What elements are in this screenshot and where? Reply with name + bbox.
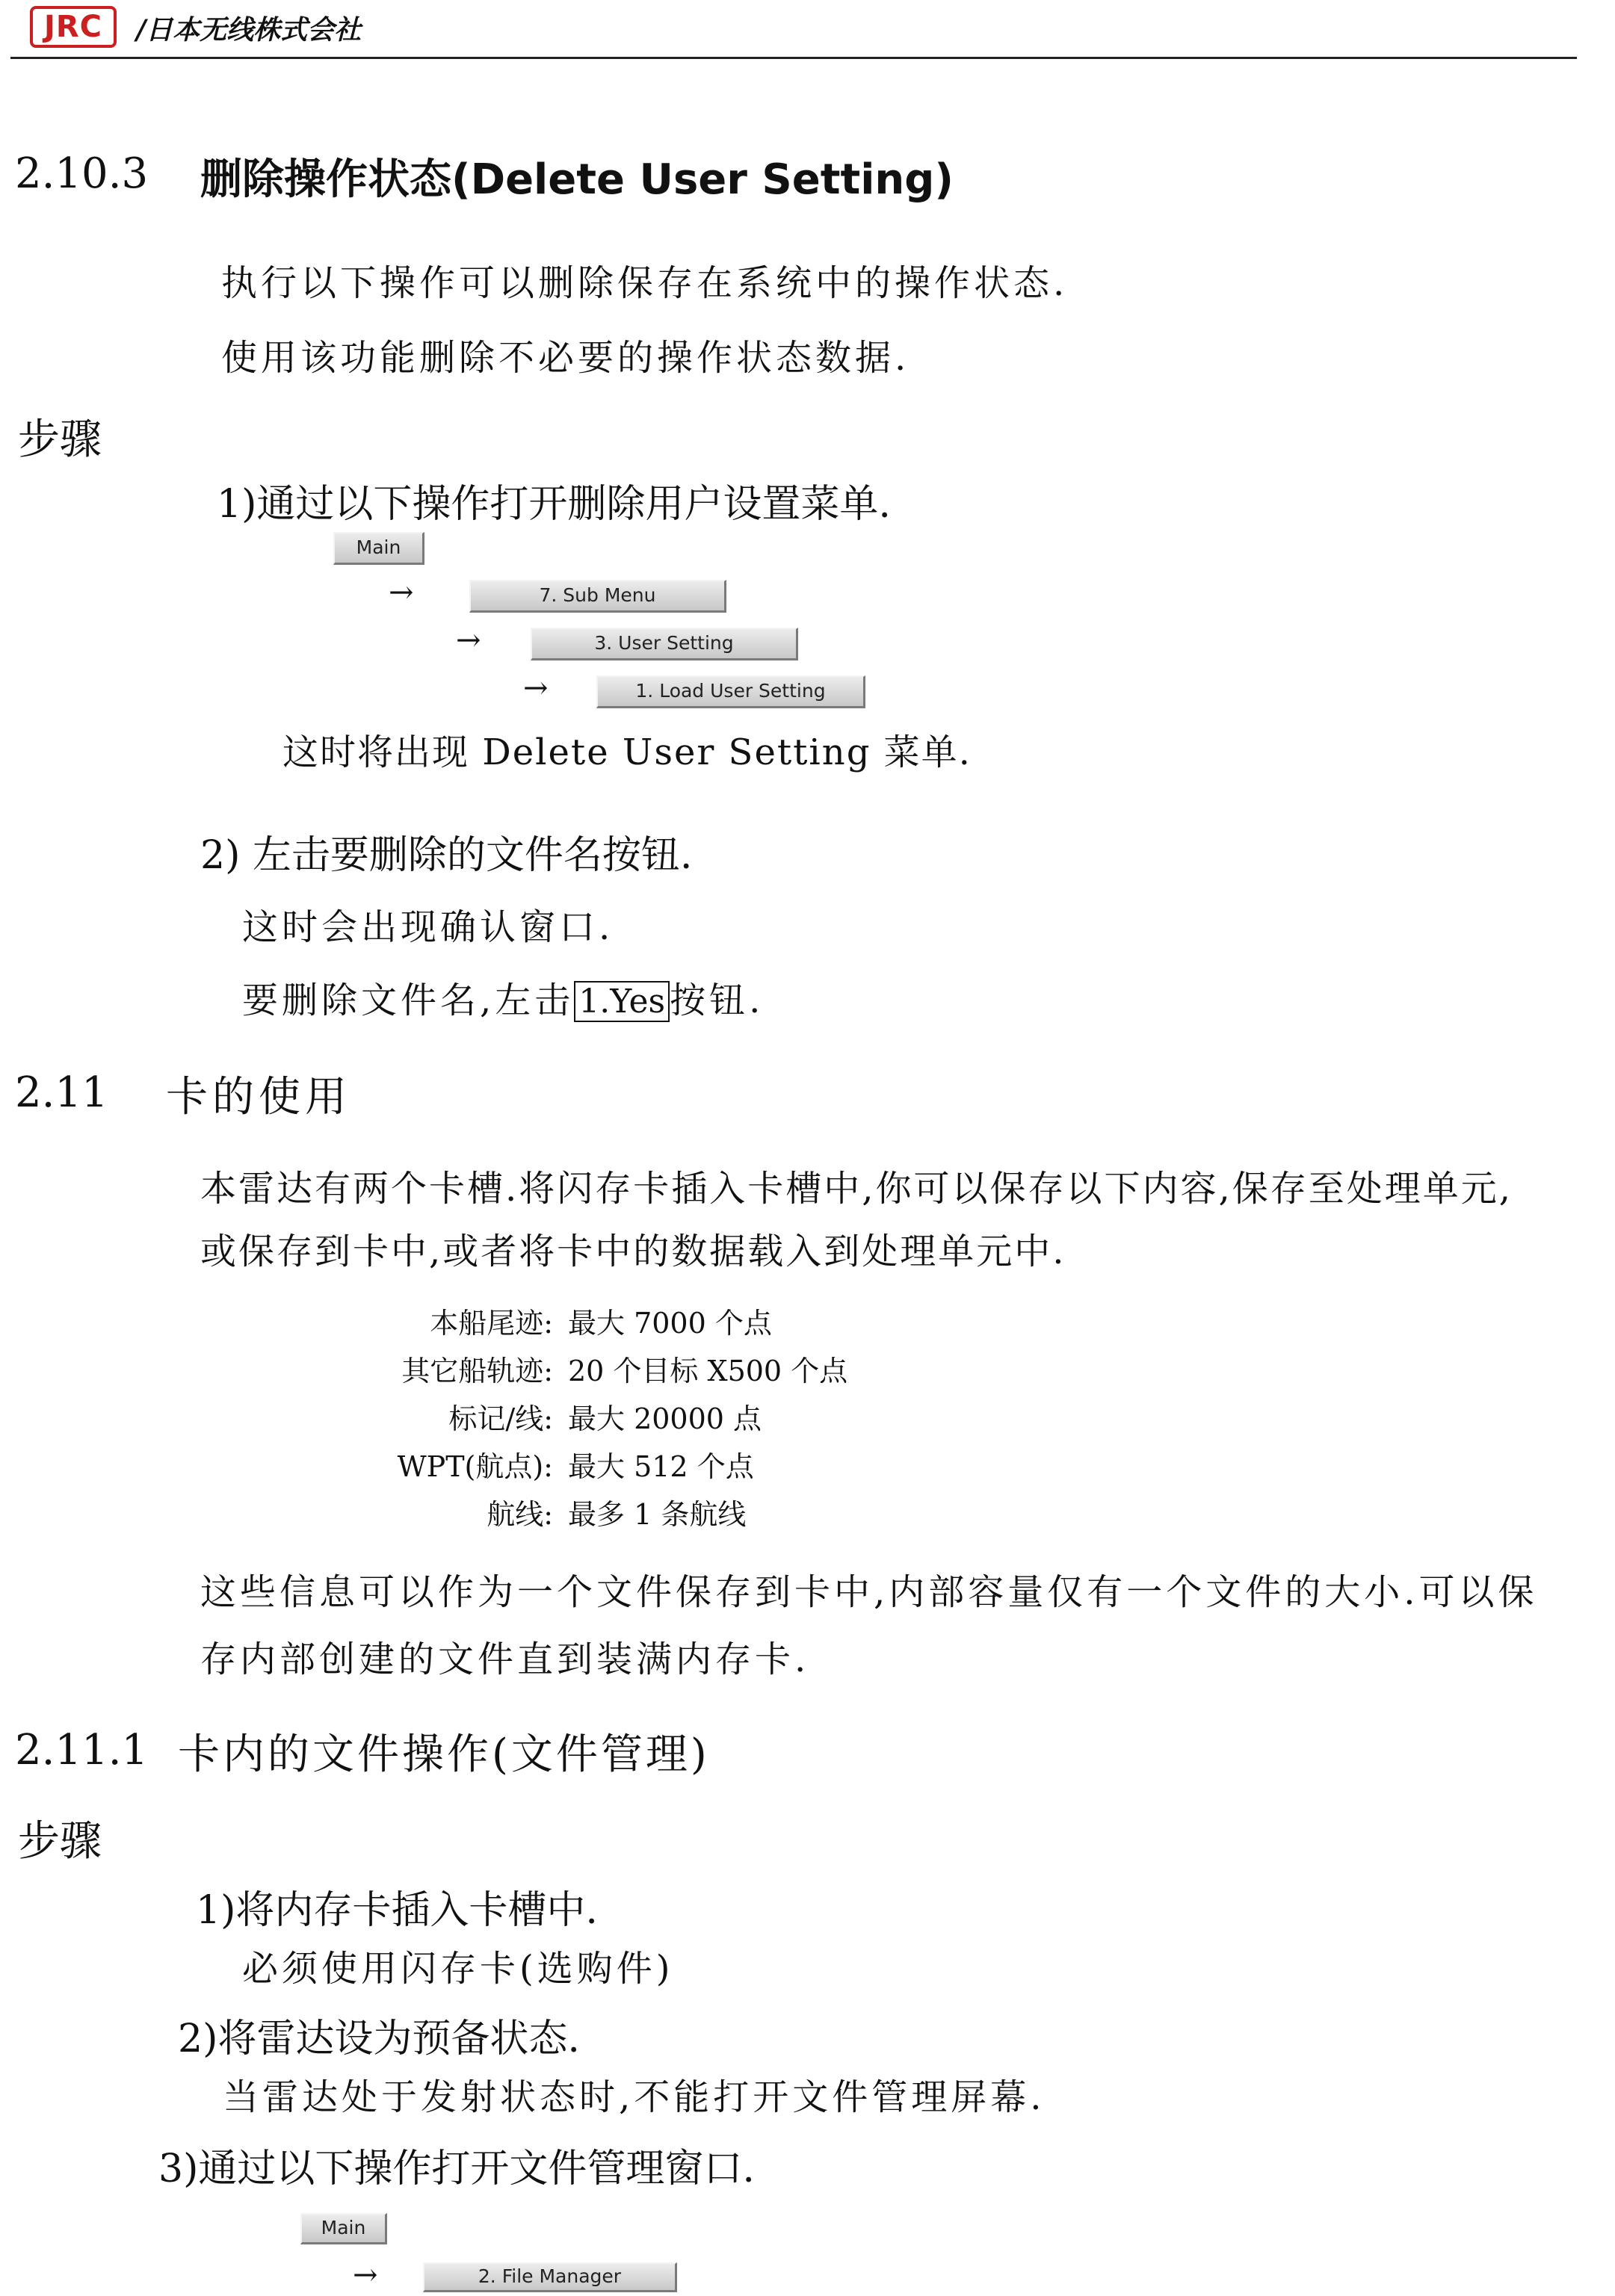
step-2-note-2-suffix: 按钮.: [670, 980, 765, 1021]
file-manager-button[interactable]: 2. File Manager: [423, 2262, 677, 2292]
list-label: WPT(航点):: [397, 1450, 553, 1483]
step-2-note-2-prefix: 要删除文件名,左击: [242, 980, 575, 1021]
user-setting-button[interactable]: 3. User Setting: [531, 628, 798, 660]
step-2-note-1: 这时会出现确认窗口.: [242, 906, 614, 948]
arrow-icon: →: [353, 2258, 378, 2292]
list-value: 最大 7000 个点: [568, 1307, 772, 1340]
company-name: /日本无线株式会社: [136, 14, 362, 46]
list-value: 最大 20000 点: [568, 1402, 762, 1435]
arrow-icon: →: [523, 671, 549, 705]
arrow-icon: →: [389, 575, 414, 610]
intro-line-2: 使用该功能删除不必要的操作状态数据.: [221, 337, 910, 379]
main-menu-button-2[interactable]: Main: [300, 2213, 387, 2244]
card-paragraph-1-line-2: 或保存到卡中,或者将卡中的数据载入到处理单元中.: [200, 1231, 1066, 1272]
list-label: 其它船轨迹:: [401, 1355, 553, 1387]
section-title-2-11: 卡的使用: [166, 1073, 351, 1121]
card-step-3-title: 3)通过以下操作打开文件管理窗口.: [158, 2147, 755, 2191]
section-number-2-10-3: 2.10.3: [15, 149, 149, 198]
arrow-icon: →: [456, 623, 481, 657]
card-paragraph-1-line-1: 本雷达有两个卡槽.将闪存卡插入卡槽中,你可以保存以下内容,保存至处理单元,: [200, 1168, 1513, 1210]
card-step-1-note: 必须使用闪存卡(选购件): [242, 1948, 674, 1990]
steps-heading: 步骤: [18, 415, 102, 464]
section-number-2-11: 2.11: [15, 1068, 108, 1117]
step-1-title: 1)通过以下操作打开删除用户设置菜单.: [217, 482, 891, 527]
card-step-2-title: 2)将雷达设为预备状态.: [178, 2017, 580, 2061]
card-paragraph-2-line-2: 存内部创建的文件直到装满内存卡.: [200, 1639, 810, 1680]
list-label: 标记/线:: [448, 1402, 553, 1435]
intro-line-1: 执行以下操作可以删除保存在系统中的操作状态.: [221, 262, 1069, 304]
card-step-1-title: 1)将内存卡插入卡槽中.: [196, 1888, 598, 1933]
sub-menu-button[interactable]: 7. Sub Menu: [469, 580, 726, 613]
step-1-note: 这时将出现 Delete User Setting 菜单.: [282, 731, 972, 773]
section-title-2-10-3: 删除操作状态(Delete User Setting): [200, 155, 954, 204]
list-value: 最大 512 个点: [568, 1450, 754, 1483]
main-menu-button[interactable]: Main: [333, 532, 424, 565]
yes-button-label: 1.Yes: [574, 981, 670, 1022]
list-label: 本船尾迹:: [430, 1307, 553, 1340]
list-label: 航线:: [487, 1498, 553, 1531]
section-number-2-11-1: 2.11.1: [15, 1726, 149, 1774]
card-step-2-note: 当雷达处于发射状态时,不能打开文件管理屏幕.: [223, 2076, 1046, 2118]
header-divider: [10, 57, 1577, 59]
list-value: 最多 1 条航线: [568, 1498, 747, 1531]
jrc-logo: JRC: [30, 6, 117, 48]
section-title-2-11-1: 卡内的文件操作(文件管理): [178, 1730, 710, 1779]
step-2-title: 2) 左击要删除的文件名按钮.: [200, 833, 693, 878]
load-user-setting-button[interactable]: 1. Load User Setting: [596, 675, 865, 708]
list-value: 20 个目标 X500 个点: [568, 1355, 848, 1387]
card-paragraph-2-line-1: 这些信息可以作为一个文件保存到卡中,内部容量仅有一个文件的大小.可以保: [200, 1571, 1538, 1613]
step-2-note-2: [242, 971, 764, 1023]
steps-heading-2: 步骤: [18, 1817, 102, 1866]
